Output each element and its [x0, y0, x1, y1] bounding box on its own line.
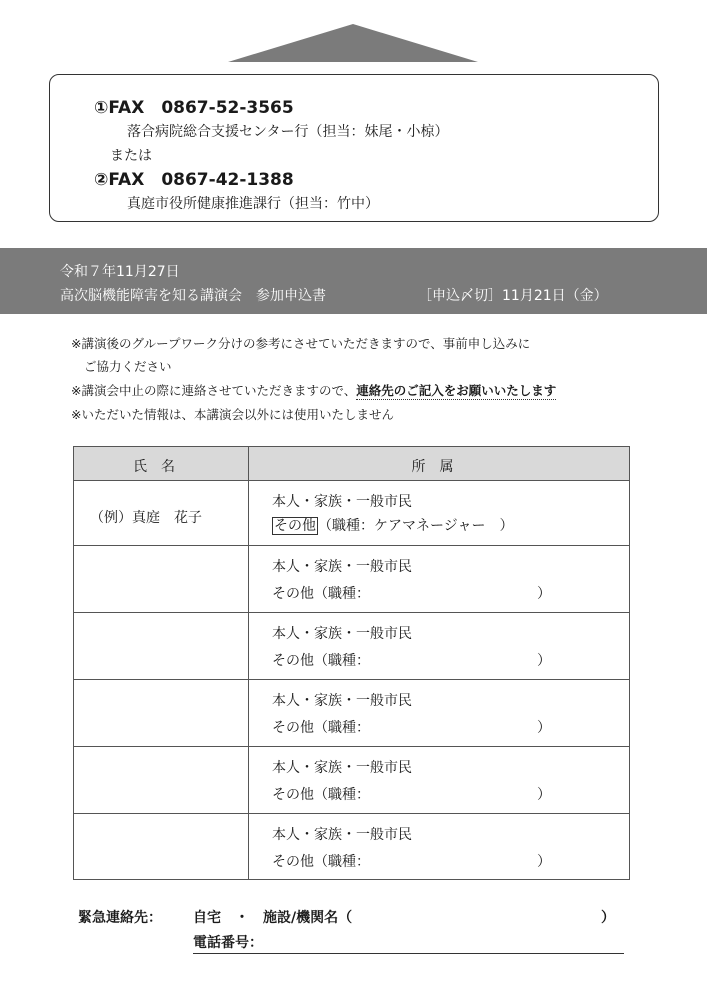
- emergency-facility-field[interactable]: 自宅 ・ 施設/機関名（: [193, 910, 353, 926]
- affiliation-other: [272, 515, 513, 535]
- table-row: [74, 613, 629, 680]
- note-2: [71, 381, 556, 399]
- close-paren: ）: [537, 787, 551, 803]
- emergency-phone-field[interactable]: 電話番号：: [193, 935, 263, 951]
- affiliation-options: 本人・家族・一般市民: [272, 494, 412, 510]
- close-paren: ）: [537, 653, 551, 669]
- fax-destination-1: 落合病院総合支援センター行（担当：妹尾・小椋）: [127, 124, 449, 140]
- example-occupation: （職種：ケアマネージャー ）: [318, 518, 514, 534]
- affiliation-options[interactable]: 本人・家族・一般市民: [272, 559, 412, 575]
- table-header: [74, 447, 629, 481]
- affiliation-other[interactable]: その他（職種：: [272, 586, 370, 602]
- affiliation-options[interactable]: 本人・家族・一般市民: [272, 827, 412, 843]
- title-banner: [0, 248, 707, 314]
- application-deadline: ［申込〆切］11月21日（金）: [418, 288, 608, 304]
- table-row: [74, 546, 629, 613]
- note-1: ※講演後のグループワーク分けの参考にさせていただきますので、事前申し込みに: [71, 336, 531, 351]
- note-1-continued: ご協力ください: [84, 359, 172, 374]
- affiliation-options[interactable]: 本人・家族・一般市民: [272, 626, 412, 642]
- event-date: 令和７年11月27日: [60, 264, 180, 280]
- emergency-contact-label: 緊急連絡先：: [78, 910, 162, 926]
- fax-destination-box: [49, 74, 659, 222]
- selected-other: その他: [274, 518, 316, 534]
- affiliation-other[interactable]: その他（職種：: [272, 854, 370, 870]
- close-paren: ）: [537, 720, 551, 736]
- note-2-emphasis: 連絡先のご記入をお願いいたします: [356, 383, 557, 398]
- affiliation-other[interactable]: その他（職種：: [272, 787, 370, 803]
- affiliation-options[interactable]: 本人・家族・一般市民: [272, 760, 412, 776]
- fax-destination-2: 真庭市役所健康推進課行（担当：竹中）: [127, 196, 379, 212]
- close-paren: ）: [537, 586, 551, 602]
- header-name: 氏名: [133, 459, 189, 475]
- registration-table: [73, 446, 630, 880]
- close-paren: ）: [537, 854, 551, 870]
- note-2-text: ※講演会中止の際に連絡させていただきますので、: [71, 383, 357, 398]
- affiliation-other[interactable]: その他（職種：: [272, 720, 370, 736]
- table-row: [74, 814, 629, 880]
- fax-number-2: ②FAX 0867-42-1388: [94, 170, 294, 190]
- table-row: [74, 747, 629, 814]
- emergency-close-paren: ）: [601, 910, 615, 926]
- example-name: （例）真庭 花子: [90, 510, 202, 526]
- form-title: 高次脳機能障害を知る講演会 参加申込書: [60, 288, 326, 304]
- phone-underline: [193, 953, 624, 954]
- affiliation-other[interactable]: その他（職種：: [272, 653, 370, 669]
- up-arrow-icon: [228, 24, 478, 62]
- note-3: ※いただいた情報は、本講演会以外には使用いたしません: [71, 407, 394, 422]
- header-affiliation: 所属: [411, 459, 468, 475]
- affiliation-options[interactable]: 本人・家族・一般市民: [272, 693, 412, 709]
- table-row-example: [74, 481, 629, 546]
- table-row: [74, 680, 629, 747]
- fax-or-text: または: [110, 148, 152, 164]
- fax-number-1: ①FAX 0867-52-3565: [94, 98, 294, 118]
